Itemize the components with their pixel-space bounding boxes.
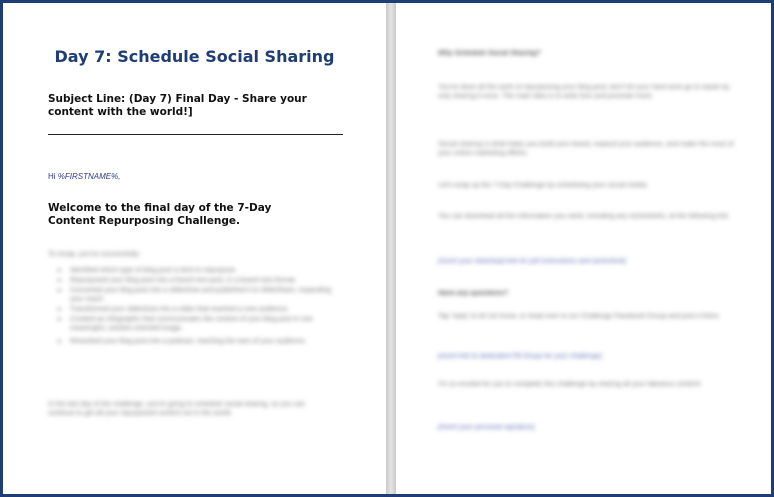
greeting	[48, 172, 120, 181]
recap-intro: To recap, you've successfully:	[48, 251, 141, 258]
welcome-heading: Welcome to the final day of the 7-Day Content Repurposing Challenge.	[48, 202, 272, 227]
paragraph: You can download all the information you need, including any worksheets, at the following link.	[438, 213, 730, 220]
list-item: ▸ Converted your blog post into a slideshow and published it to SlideShare, expanding your reach.	[58, 286, 338, 304]
right-page	[396, 3, 771, 494]
list-item: ▸ Transformed your slideshow into a video that reached a new audience.	[58, 305, 338, 314]
paragraph: I'm so excited for you to complete this challenge by sharing all your fabulous content!	[438, 381, 701, 388]
paragraph: You've done all the work of repurposing your blog post; don't let your hard work go to waste by only sharing it once. The main idea is to write less and promote more.	[438, 84, 730, 100]
list-item: ▸ Repurposed your blog post into a brand new post, in a brand new format.	[58, 276, 338, 285]
subject-line: Subject Line: (Day 7) Final Day - Share your content with the world!]	[48, 93, 307, 118]
left-page	[3, 3, 386, 494]
closing-paragraph: In the last day of the challenge, you're going to schedule social sharing, so you can continue to get all your repurposed content out in the world.	[48, 401, 306, 417]
divider	[48, 134, 343, 135]
signature-placeholder: [Insert your personal signature]	[438, 424, 535, 431]
paragraph: Social sharing is what helps you build your brand, expand your audience, and make the most of your online marketing efforts.	[438, 141, 734, 157]
page-gutter	[386, 3, 396, 494]
document-frame	[3, 3, 771, 494]
recap-list	[58, 266, 338, 347]
group-link[interactable]: [Insert link to dedicated FB Group for your challenge]	[438, 353, 602, 360]
greeting-variable: %FIRSTNAME%,	[57, 172, 121, 181]
page-title: Day 7: Schedule Social Sharing	[54, 47, 335, 66]
download-link[interactable]: [Insert your download link for pdf instructions and worksheet]	[438, 258, 626, 265]
list-item: ▸ Created an infographic that communicates the content of your blog post in one meaningful, solution-oriented image.	[58, 315, 338, 333]
heading-questions: Have any questions?	[438, 290, 509, 297]
list-item: ▸ Identified which type of blog post is best to repurpose.	[58, 266, 338, 275]
greeting-prefix: Hi	[48, 172, 58, 181]
list-item: ▸ Reworked your blog post into a podcast, reaching the ears of your audience.	[58, 337, 338, 346]
paragraph: Let's wrap up the 7-Day Challenge by scheduling your social media.	[438, 182, 649, 189]
heading-why: Why Schedule Social Sharing?	[438, 50, 541, 57]
paragraph: Tap 'reply' to let me know, or head over to our Challenge Facebook Group and post it there.	[438, 313, 721, 320]
